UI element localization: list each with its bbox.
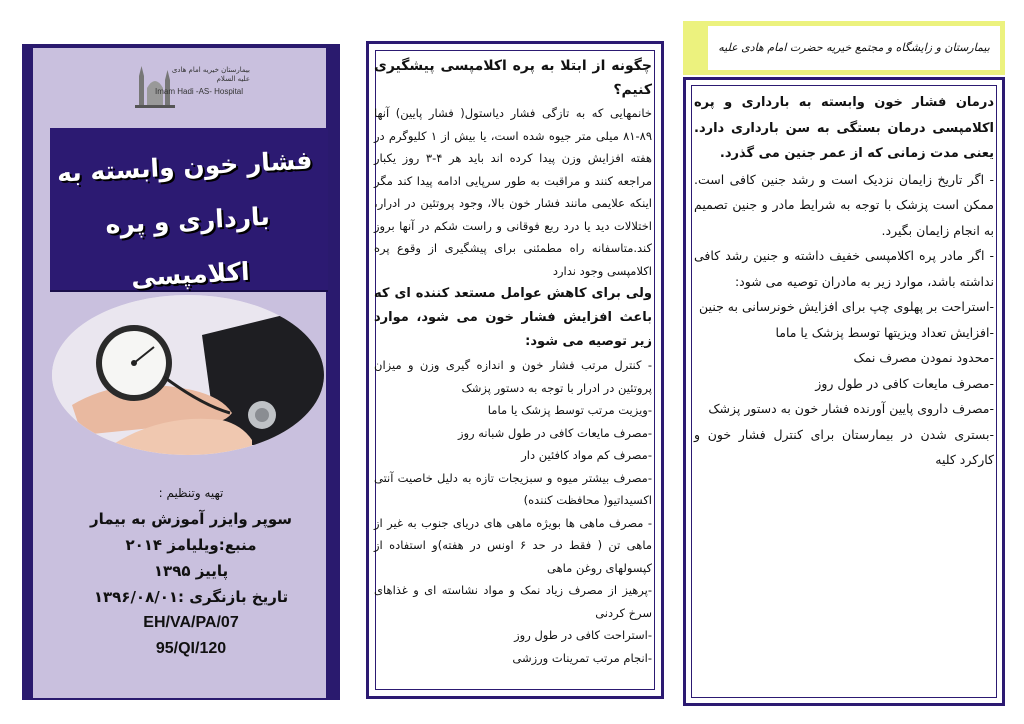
treatment-paragraph-2: - اگر مادر پره اکلامپسی خفیف داشته و جنین رشد کافی نداشته باشد، موارد زیر به مادران توصیه می شود:: [694, 248, 994, 289]
hospital-header-text: بیمارستان و زایشگاه و مجتمع خیریه حضرت امام هادی علیه: [708, 26, 1000, 70]
blood-pressure-photo: [52, 295, 324, 455]
author: سوپر وایزر آموزش به بیمار: [89, 510, 293, 528]
treatment-section: [694, 90, 994, 473]
prepared-label: تهیه وتنظیم :: [158, 486, 224, 500]
list-item: -مصرف مایعات کافی در طول روز: [815, 375, 994, 391]
credits-block: [60, 480, 322, 662]
list-item: -افزایش تعداد ویزیتها توسط پزشک یا ماما: [775, 324, 994, 340]
list-item: -محدود نمودن مصرف نمک: [853, 350, 994, 365]
hospital-name-fa: بیمارستان خیریه امام هادی علیه السلام: [171, 66, 250, 83]
prevention-paragraph: خانمهایی که به تازگی فشار دیاستول( فشار پایین) آنها ۸۹-۸۱ میلی متر جیوه شده است، یا بیش از ۱ کلیوگرم در هفته افزایش وزن پیدا کرده اند باید هر ۴-۳ روز یکبار مراجعه کنند و مراقبت به طور سرپایی ادامه پیدا کند مگر اینکه علایمی مانند فشار خون بالا، وجود پروتئین در ادرار، اختلالات دید یا درد ربع فوقانی و راست شکم در آنها بروز کند.متاسفانه راه مطمئنی برای پیشگیری از وقوع پره اکلامپسی وجود ندارد: [374, 106, 652, 278]
season: پاییز ۱۳۹۵: [153, 562, 229, 580]
brochure-title: [53, 133, 322, 292]
list-item: -انجام مرتب تمرینات ورزشی: [512, 650, 652, 665]
list-item: -ویزیت مرتب توسط پزشک یا ماما: [487, 403, 652, 417]
document-code-1: EH/VA/PA/07: [143, 614, 239, 631]
list-item: -مصرف کم مواد کافئین دار: [521, 448, 652, 462]
review-date: تاریخ بازنگری :۱۳۹۶/۰۸/۰۱: [93, 588, 289, 606]
list-item: -استراحت بر پهلوی چپ برای افزایش خونرسانی به جنین: [699, 299, 994, 314]
prevention-heading: چگونه از ابتلا به پره اکلامپسی پیشگیری کنیم؟: [374, 58, 652, 98]
title-line-2: بارداری و پره اکلامپسی: [104, 201, 271, 292]
list-item: -استراحت کافی در طول روز: [514, 628, 652, 642]
prevention-section: [374, 54, 652, 669]
treatment-list: [694, 294, 994, 473]
blood-pressure-gauge-icon: [52, 295, 324, 455]
document-code-2: 95/QI/120: [155, 640, 227, 657]
list-item: - مصرف ماهی ها بویژه ماهی های دریای جنوب به غیر از ماهی تن ( فقط در حد ۶ اونس در هفته)و استفاده از کپسولهای روغن ماهی: [374, 515, 652, 575]
treatment-paragraph-1: - اگر تاریخ زایمان نزدیک است و رشد جنین کافی است. ممکن است پزشک با توجه به شرایط مادر و جنین تصمیم به انجام زایمان بگیرد.: [694, 171, 994, 238]
list-item: -پرهیز از مصرف زیاد نمک و مواد نشاسته ای و غذاهای سرخ کردنی: [374, 583, 652, 620]
hospital-name-en: Imam Hadi -AS- Hospital: [155, 87, 244, 96]
list-item: -بستری شدن در بیمارستان برای کنترل فشار خون و کارکرد کلیه: [694, 426, 994, 467]
list-item: - کنترل مرتب فشار خون و اندازه گیری وزن و میزان پروتئین در ادرار با توجه به دستور پزشک: [374, 358, 652, 395]
title-line-1: فشار خون وابسته به: [56, 145, 314, 188]
prevention-list: [374, 354, 652, 669]
list-item: -مصرف داروی پایین آورنده فشار خون به دستور پزشک: [708, 401, 994, 416]
list-item: -مصرف بیشتر میوه و سبزیجات تازه به دلیل خاصیت آنتی اکسیداتیو( محافظت کننده): [374, 470, 652, 507]
source: منبع:ویلیامز ۲۰۱۴: [125, 536, 257, 554]
list-item: -مصرف مایعات کافی در طول شبانه روز: [457, 425, 652, 440]
treatment-intro: درمان فشار خون وابسته به بارداری و پره اکلامپسی درمان بستگی به سن بارداری دارد. یعنی مدت زمانی که از عمر جنین می گذرد.: [694, 95, 994, 161]
prevention-subheading: ولی برای کاهش عوامل مستعد کننده ای که باعث افزایش فشار خون می شود، موارد زیر توصیه می شود:: [374, 286, 652, 349]
